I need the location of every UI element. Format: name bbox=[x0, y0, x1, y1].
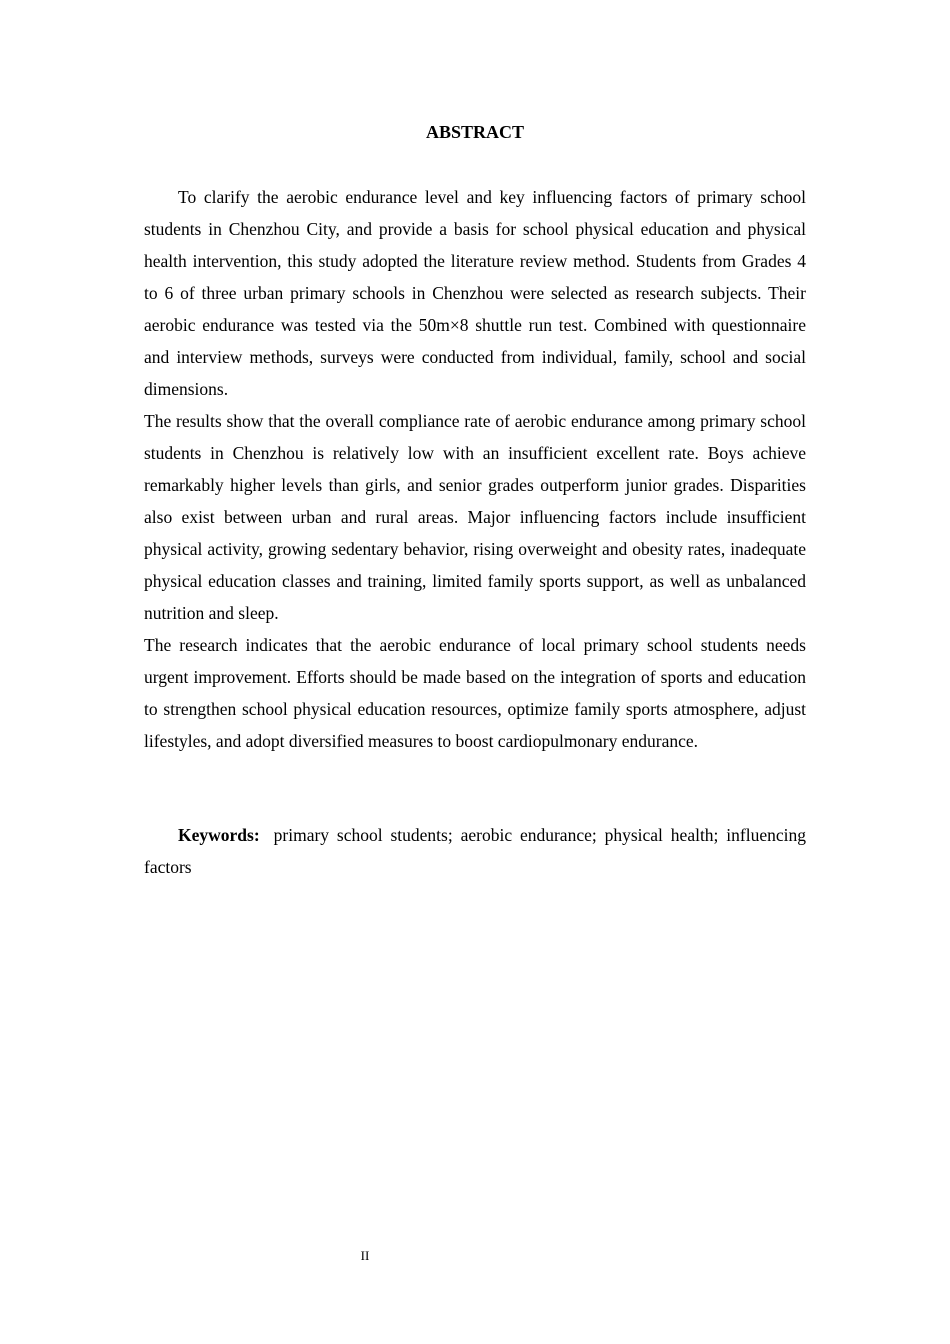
abstract-paragraph-2: The results show that the overall compliance rate of aerobic endurance among primary school students in Chenzhou is relatively low with an insufficient excellent rate. Boys achieve remarkably higher levels than girls, and senior grades outperform junior grades. Disparities also exist between urban and rural areas. Major influencing factors include insufficient physical activity, growing sedentary behavior, rising overweight and obesity rates, inadequate physical education classes and training, limited family sports support, as well as unbalanced nutrition and sleep. bbox=[144, 411, 806, 623]
abstract-title: ABSTRACT bbox=[425, 122, 525, 142]
abstract-paragraph-1: To clarify the aerobic endurance level and key influencing factors of primary school students in Chenzhou City, and provide a basis for school physical education and physical health intervention, this study adopted the literature review method. Students from Grades 4 to 6 of three urban primary schools in Chenzhou were selected as research subjects. Their aerobic endurance was tested via the 50m×8 shuttle run test. Combined with questionnaire and interview methods, surveys were conducted from individual, family, school and social dimensions. bbox=[144, 187, 806, 399]
page-number: II bbox=[360, 1248, 370, 1263]
keywords-section bbox=[144, 819, 806, 883]
keywords-text: primary school students; aerobic endurance; physical health; influencing factors bbox=[144, 825, 806, 877]
keywords-label: Keywords: bbox=[178, 825, 260, 845]
abstract-body bbox=[144, 181, 806, 757]
abstract-paragraph-3: The research indicates that the aerobic endurance of local primary school students needs urgent improvement. Efforts should be made based on the integration of sports and education to strengthen school physical education resources, optimize family sports atmosphere, adjust lifestyles, and adopt diversified measures to boost cardiopulmonary endurance. bbox=[144, 635, 806, 751]
